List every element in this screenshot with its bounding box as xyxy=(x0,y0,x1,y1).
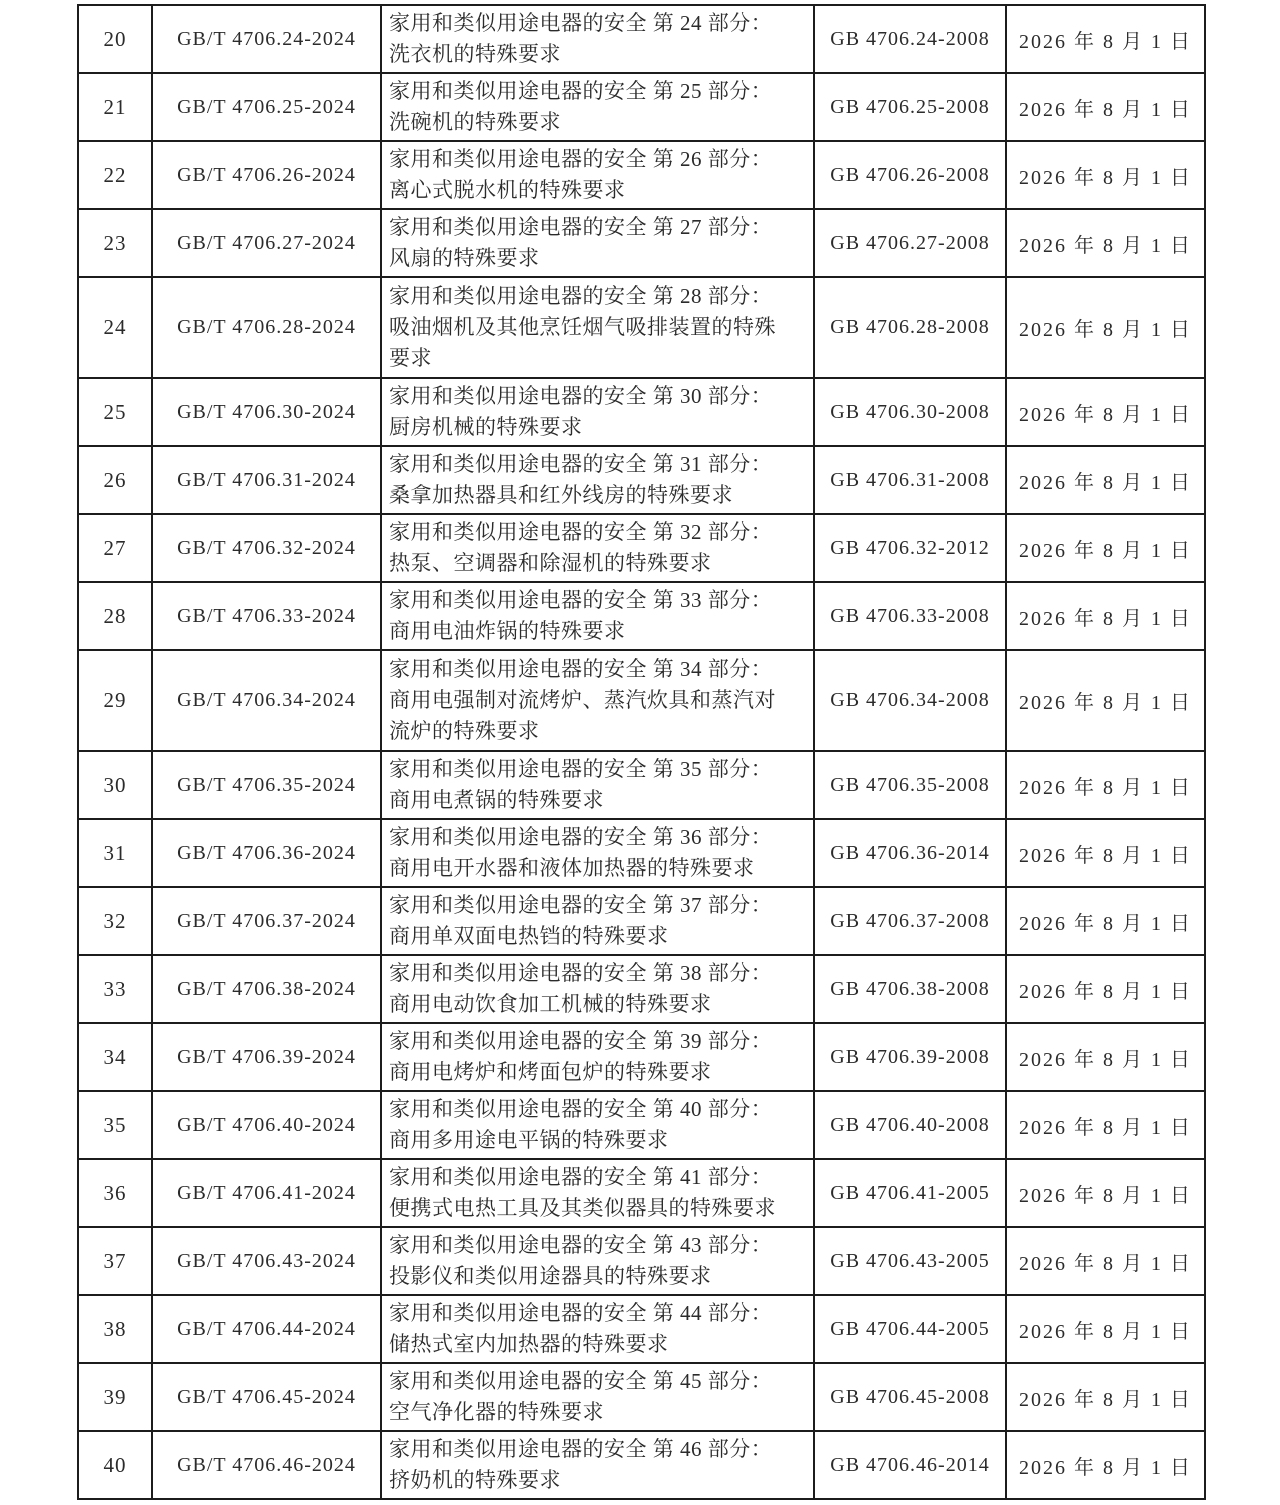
row-seq: 32 xyxy=(78,887,152,955)
row-seq: 34 xyxy=(78,1023,152,1091)
replaced-standard-code: GB 4706.27-2008 xyxy=(814,209,1006,277)
standard-name-line: 空气净化器的特殊要求 xyxy=(389,1400,604,1424)
row-seq: 26 xyxy=(78,446,152,514)
standard-name xyxy=(381,751,814,819)
replaced-standard-code: GB 4706.28-2008 xyxy=(814,277,1006,378)
implementation-date: 2026 年 8 月 1 日 xyxy=(1006,1091,1205,1159)
new-standard-code: GB/T 4706.30-2024 xyxy=(152,378,381,446)
new-standard-code: GB/T 4706.44-2024 xyxy=(152,1295,381,1363)
replaced-standard-code: GB 4706.40-2008 xyxy=(814,1091,1006,1159)
table-row xyxy=(78,887,1205,955)
standard-name-line: 商用电烤炉和烤面包炉的特殊要求 xyxy=(389,1060,712,1084)
standard-name-line: 商用单双面电热铛的特殊要求 xyxy=(389,924,669,948)
new-standard-code: GB/T 4706.32-2024 xyxy=(152,514,381,582)
replaced-standard-code: GB 4706.39-2008 xyxy=(814,1023,1006,1091)
standard-name-line: 家用和类似用途电器的安全 第 32 部分： xyxy=(389,520,773,544)
standard-name-line: 家用和类似用途电器的安全 第 26 部分： xyxy=(389,147,773,171)
replaced-standard-code: GB 4706.25-2008 xyxy=(814,73,1006,141)
table-row xyxy=(78,1159,1205,1227)
standard-name-line: 家用和类似用途电器的安全 第 24 部分： xyxy=(389,11,773,35)
row-seq: 24 xyxy=(78,277,152,378)
standard-name-line: 商用电煮锅的特殊要求 xyxy=(389,788,604,812)
table-row xyxy=(78,650,1205,751)
row-seq: 30 xyxy=(78,751,152,819)
replaced-standard-code: GB 4706.30-2008 xyxy=(814,378,1006,446)
standard-name xyxy=(381,887,814,955)
implementation-date: 2026 年 8 月 1 日 xyxy=(1006,277,1205,378)
row-seq: 40 xyxy=(78,1431,152,1499)
standard-name xyxy=(381,73,814,141)
standard-name-line: 家用和类似用途电器的安全 第 25 部分： xyxy=(389,79,773,103)
new-standard-code: GB/T 4706.35-2024 xyxy=(152,751,381,819)
replaced-standard-code: GB 4706.34-2008 xyxy=(814,650,1006,751)
document-page xyxy=(0,4,1280,1505)
replaced-standard-code: GB 4706.24-2008 xyxy=(814,5,1006,73)
table-row xyxy=(78,1363,1205,1431)
standard-name xyxy=(381,1363,814,1431)
new-standard-code: GB/T 4706.26-2024 xyxy=(152,141,381,209)
standards-table-body xyxy=(78,5,1205,1499)
standard-name xyxy=(381,819,814,887)
new-standard-code: GB/T 4706.33-2024 xyxy=(152,582,381,650)
standard-name-line: 风扇的特殊要求 xyxy=(389,246,540,270)
row-seq: 27 xyxy=(78,514,152,582)
row-seq: 20 xyxy=(78,5,152,73)
new-standard-code: GB/T 4706.25-2024 xyxy=(152,73,381,141)
implementation-date: 2026 年 8 月 1 日 xyxy=(1006,1159,1205,1227)
standard-name-line: 家用和类似用途电器的安全 第 43 部分： xyxy=(389,1233,773,1257)
replaced-standard-code: GB 4706.26-2008 xyxy=(814,141,1006,209)
standard-name-line: 离心式脱水机的特殊要求 xyxy=(389,178,626,202)
replaced-standard-code: GB 4706.43-2005 xyxy=(814,1227,1006,1295)
new-standard-code: GB/T 4706.46-2024 xyxy=(152,1431,381,1499)
standard-name-line: 家用和类似用途电器的安全 第 28 部分： xyxy=(389,284,773,308)
replaced-standard-code: GB 4706.36-2014 xyxy=(814,819,1006,887)
standard-name xyxy=(381,446,814,514)
standards-table xyxy=(77,4,1206,1500)
table-row xyxy=(78,1295,1205,1363)
table-row xyxy=(78,378,1205,446)
row-seq: 29 xyxy=(78,650,152,751)
standard-name-line: 家用和类似用途电器的安全 第 41 部分： xyxy=(389,1165,773,1189)
new-standard-code: GB/T 4706.28-2024 xyxy=(152,277,381,378)
implementation-date: 2026 年 8 月 1 日 xyxy=(1006,582,1205,650)
replaced-standard-code: GB 4706.33-2008 xyxy=(814,582,1006,650)
implementation-date: 2026 年 8 月 1 日 xyxy=(1006,514,1205,582)
new-standard-code: GB/T 4706.34-2024 xyxy=(152,650,381,751)
table-row xyxy=(78,209,1205,277)
standard-name-line: 流炉的特殊要求 xyxy=(389,719,540,743)
standard-name-line: 储热式室内加热器的特殊要求 xyxy=(389,1332,669,1356)
standard-name-line: 洗衣机的特殊要求 xyxy=(389,42,561,66)
standard-name-line: 投影仪和类似用途器具的特殊要求 xyxy=(389,1264,712,1288)
implementation-date: 2026 年 8 月 1 日 xyxy=(1006,887,1205,955)
replaced-standard-code: GB 4706.46-2014 xyxy=(814,1431,1006,1499)
replaced-standard-code: GB 4706.44-2005 xyxy=(814,1295,1006,1363)
row-seq: 23 xyxy=(78,209,152,277)
table-row xyxy=(78,1227,1205,1295)
standard-name xyxy=(381,141,814,209)
replaced-standard-code: GB 4706.38-2008 xyxy=(814,955,1006,1023)
table-row xyxy=(78,141,1205,209)
row-seq: 28 xyxy=(78,582,152,650)
implementation-date: 2026 年 8 月 1 日 xyxy=(1006,141,1205,209)
table-row xyxy=(78,751,1205,819)
new-standard-code: GB/T 4706.40-2024 xyxy=(152,1091,381,1159)
new-standard-code: GB/T 4706.38-2024 xyxy=(152,955,381,1023)
new-standard-code: GB/T 4706.36-2024 xyxy=(152,819,381,887)
standard-name-line: 家用和类似用途电器的安全 第 36 部分： xyxy=(389,825,773,849)
implementation-date: 2026 年 8 月 1 日 xyxy=(1006,1295,1205,1363)
standard-name xyxy=(381,378,814,446)
replaced-standard-code: GB 4706.37-2008 xyxy=(814,887,1006,955)
row-seq: 21 xyxy=(78,73,152,141)
row-seq: 31 xyxy=(78,819,152,887)
implementation-date: 2026 年 8 月 1 日 xyxy=(1006,1023,1205,1091)
row-seq: 39 xyxy=(78,1363,152,1431)
standard-name xyxy=(381,1431,814,1499)
table-row xyxy=(78,582,1205,650)
standard-name-line: 家用和类似用途电器的安全 第 45 部分： xyxy=(389,1369,773,1393)
standard-name-line: 家用和类似用途电器的安全 第 35 部分： xyxy=(389,757,773,781)
standard-name-line: 家用和类似用途电器的安全 第 38 部分： xyxy=(389,961,773,985)
standard-name-line: 家用和类似用途电器的安全 第 30 部分： xyxy=(389,384,773,408)
standard-name-line: 商用多用途电平锅的特殊要求 xyxy=(389,1128,669,1152)
row-seq: 22 xyxy=(78,141,152,209)
table-row xyxy=(78,73,1205,141)
standard-name-line: 家用和类似用途电器的安全 第 37 部分： xyxy=(389,893,773,917)
table-row xyxy=(78,1023,1205,1091)
standard-name-line: 商用电油炸锅的特殊要求 xyxy=(389,619,626,643)
standard-name-line: 厨房机械的特殊要求 xyxy=(389,415,583,439)
standard-name-line: 热泵、空调器和除湿机的特殊要求 xyxy=(389,551,712,575)
standard-name-line: 家用和类似用途电器的安全 第 44 部分： xyxy=(389,1301,773,1325)
standard-name xyxy=(381,1023,814,1091)
new-standard-code: GB/T 4706.41-2024 xyxy=(152,1159,381,1227)
replaced-standard-code: GB 4706.35-2008 xyxy=(814,751,1006,819)
row-seq: 35 xyxy=(78,1091,152,1159)
standard-name-line: 桑拿加热器具和红外线房的特殊要求 xyxy=(389,483,733,507)
standard-name-line: 挤奶机的特殊要求 xyxy=(389,1468,561,1492)
standard-name xyxy=(381,650,814,751)
standard-name xyxy=(381,955,814,1023)
standard-name xyxy=(381,1295,814,1363)
standard-name xyxy=(381,1159,814,1227)
standard-name-line: 家用和类似用途电器的安全 第 39 部分： xyxy=(389,1029,773,1053)
new-standard-code: GB/T 4706.27-2024 xyxy=(152,209,381,277)
replaced-standard-code: GB 4706.41-2005 xyxy=(814,1159,1006,1227)
implementation-date: 2026 年 8 月 1 日 xyxy=(1006,1431,1205,1499)
standard-name-line: 家用和类似用途电器的安全 第 31 部分： xyxy=(389,452,773,476)
table-row xyxy=(78,5,1205,73)
implementation-date: 2026 年 8 月 1 日 xyxy=(1006,209,1205,277)
standard-name xyxy=(381,5,814,73)
new-standard-code: GB/T 4706.24-2024 xyxy=(152,5,381,73)
implementation-date: 2026 年 8 月 1 日 xyxy=(1006,955,1205,1023)
standard-name xyxy=(381,209,814,277)
standard-name xyxy=(381,582,814,650)
standard-name-line: 吸油烟机及其他烹饪烟气吸排装置的特殊 xyxy=(389,315,776,339)
table-row xyxy=(78,446,1205,514)
implementation-date: 2026 年 8 月 1 日 xyxy=(1006,5,1205,73)
row-seq: 37 xyxy=(78,1227,152,1295)
replaced-standard-code: GB 4706.31-2008 xyxy=(814,446,1006,514)
new-standard-code: GB/T 4706.43-2024 xyxy=(152,1227,381,1295)
standard-name-line: 家用和类似用途电器的安全 第 33 部分： xyxy=(389,588,773,612)
standard-name-line: 商用电开水器和液体加热器的特殊要求 xyxy=(389,856,755,880)
standard-name xyxy=(381,514,814,582)
implementation-date: 2026 年 8 月 1 日 xyxy=(1006,819,1205,887)
implementation-date: 2026 年 8 月 1 日 xyxy=(1006,751,1205,819)
standard-name-line: 洗碗机的特殊要求 xyxy=(389,110,561,134)
implementation-date: 2026 年 8 月 1 日 xyxy=(1006,446,1205,514)
standard-name-line: 要求 xyxy=(389,346,432,370)
standard-name-line: 便携式电热工具及其类似器具的特殊要求 xyxy=(389,1196,776,1220)
standard-name-line: 商用电强制对流烤炉、蒸汽炊具和蒸汽对 xyxy=(389,688,776,712)
standard-name-line: 家用和类似用途电器的安全 第 27 部分： xyxy=(389,215,773,239)
new-standard-code: GB/T 4706.37-2024 xyxy=(152,887,381,955)
table-row xyxy=(78,277,1205,378)
table-row xyxy=(78,955,1205,1023)
table-row xyxy=(78,1431,1205,1499)
new-standard-code: GB/T 4706.31-2024 xyxy=(152,446,381,514)
row-seq: 38 xyxy=(78,1295,152,1363)
standard-name xyxy=(381,277,814,378)
implementation-date: 2026 年 8 月 1 日 xyxy=(1006,378,1205,446)
implementation-date: 2026 年 8 月 1 日 xyxy=(1006,1363,1205,1431)
row-seq: 25 xyxy=(78,378,152,446)
table-row xyxy=(78,1091,1205,1159)
standard-name xyxy=(381,1091,814,1159)
row-seq: 36 xyxy=(78,1159,152,1227)
standard-name-line: 家用和类似用途电器的安全 第 40 部分： xyxy=(389,1097,773,1121)
standard-name-line: 家用和类似用途电器的安全 第 34 部分： xyxy=(389,657,773,681)
new-standard-code: GB/T 4706.39-2024 xyxy=(152,1023,381,1091)
standard-name xyxy=(381,1227,814,1295)
table-row xyxy=(78,819,1205,887)
implementation-date: 2026 年 8 月 1 日 xyxy=(1006,73,1205,141)
replaced-standard-code: GB 4706.45-2008 xyxy=(814,1363,1006,1431)
table-row xyxy=(78,514,1205,582)
standard-name-line: 家用和类似用途电器的安全 第 46 部分： xyxy=(389,1437,773,1461)
standard-name-line: 商用电动饮食加工机械的特殊要求 xyxy=(389,992,712,1016)
replaced-standard-code: GB 4706.32-2012 xyxy=(814,514,1006,582)
implementation-date: 2026 年 8 月 1 日 xyxy=(1006,1227,1205,1295)
implementation-date: 2026 年 8 月 1 日 xyxy=(1006,650,1205,751)
row-seq: 33 xyxy=(78,955,152,1023)
new-standard-code: GB/T 4706.45-2024 xyxy=(152,1363,381,1431)
